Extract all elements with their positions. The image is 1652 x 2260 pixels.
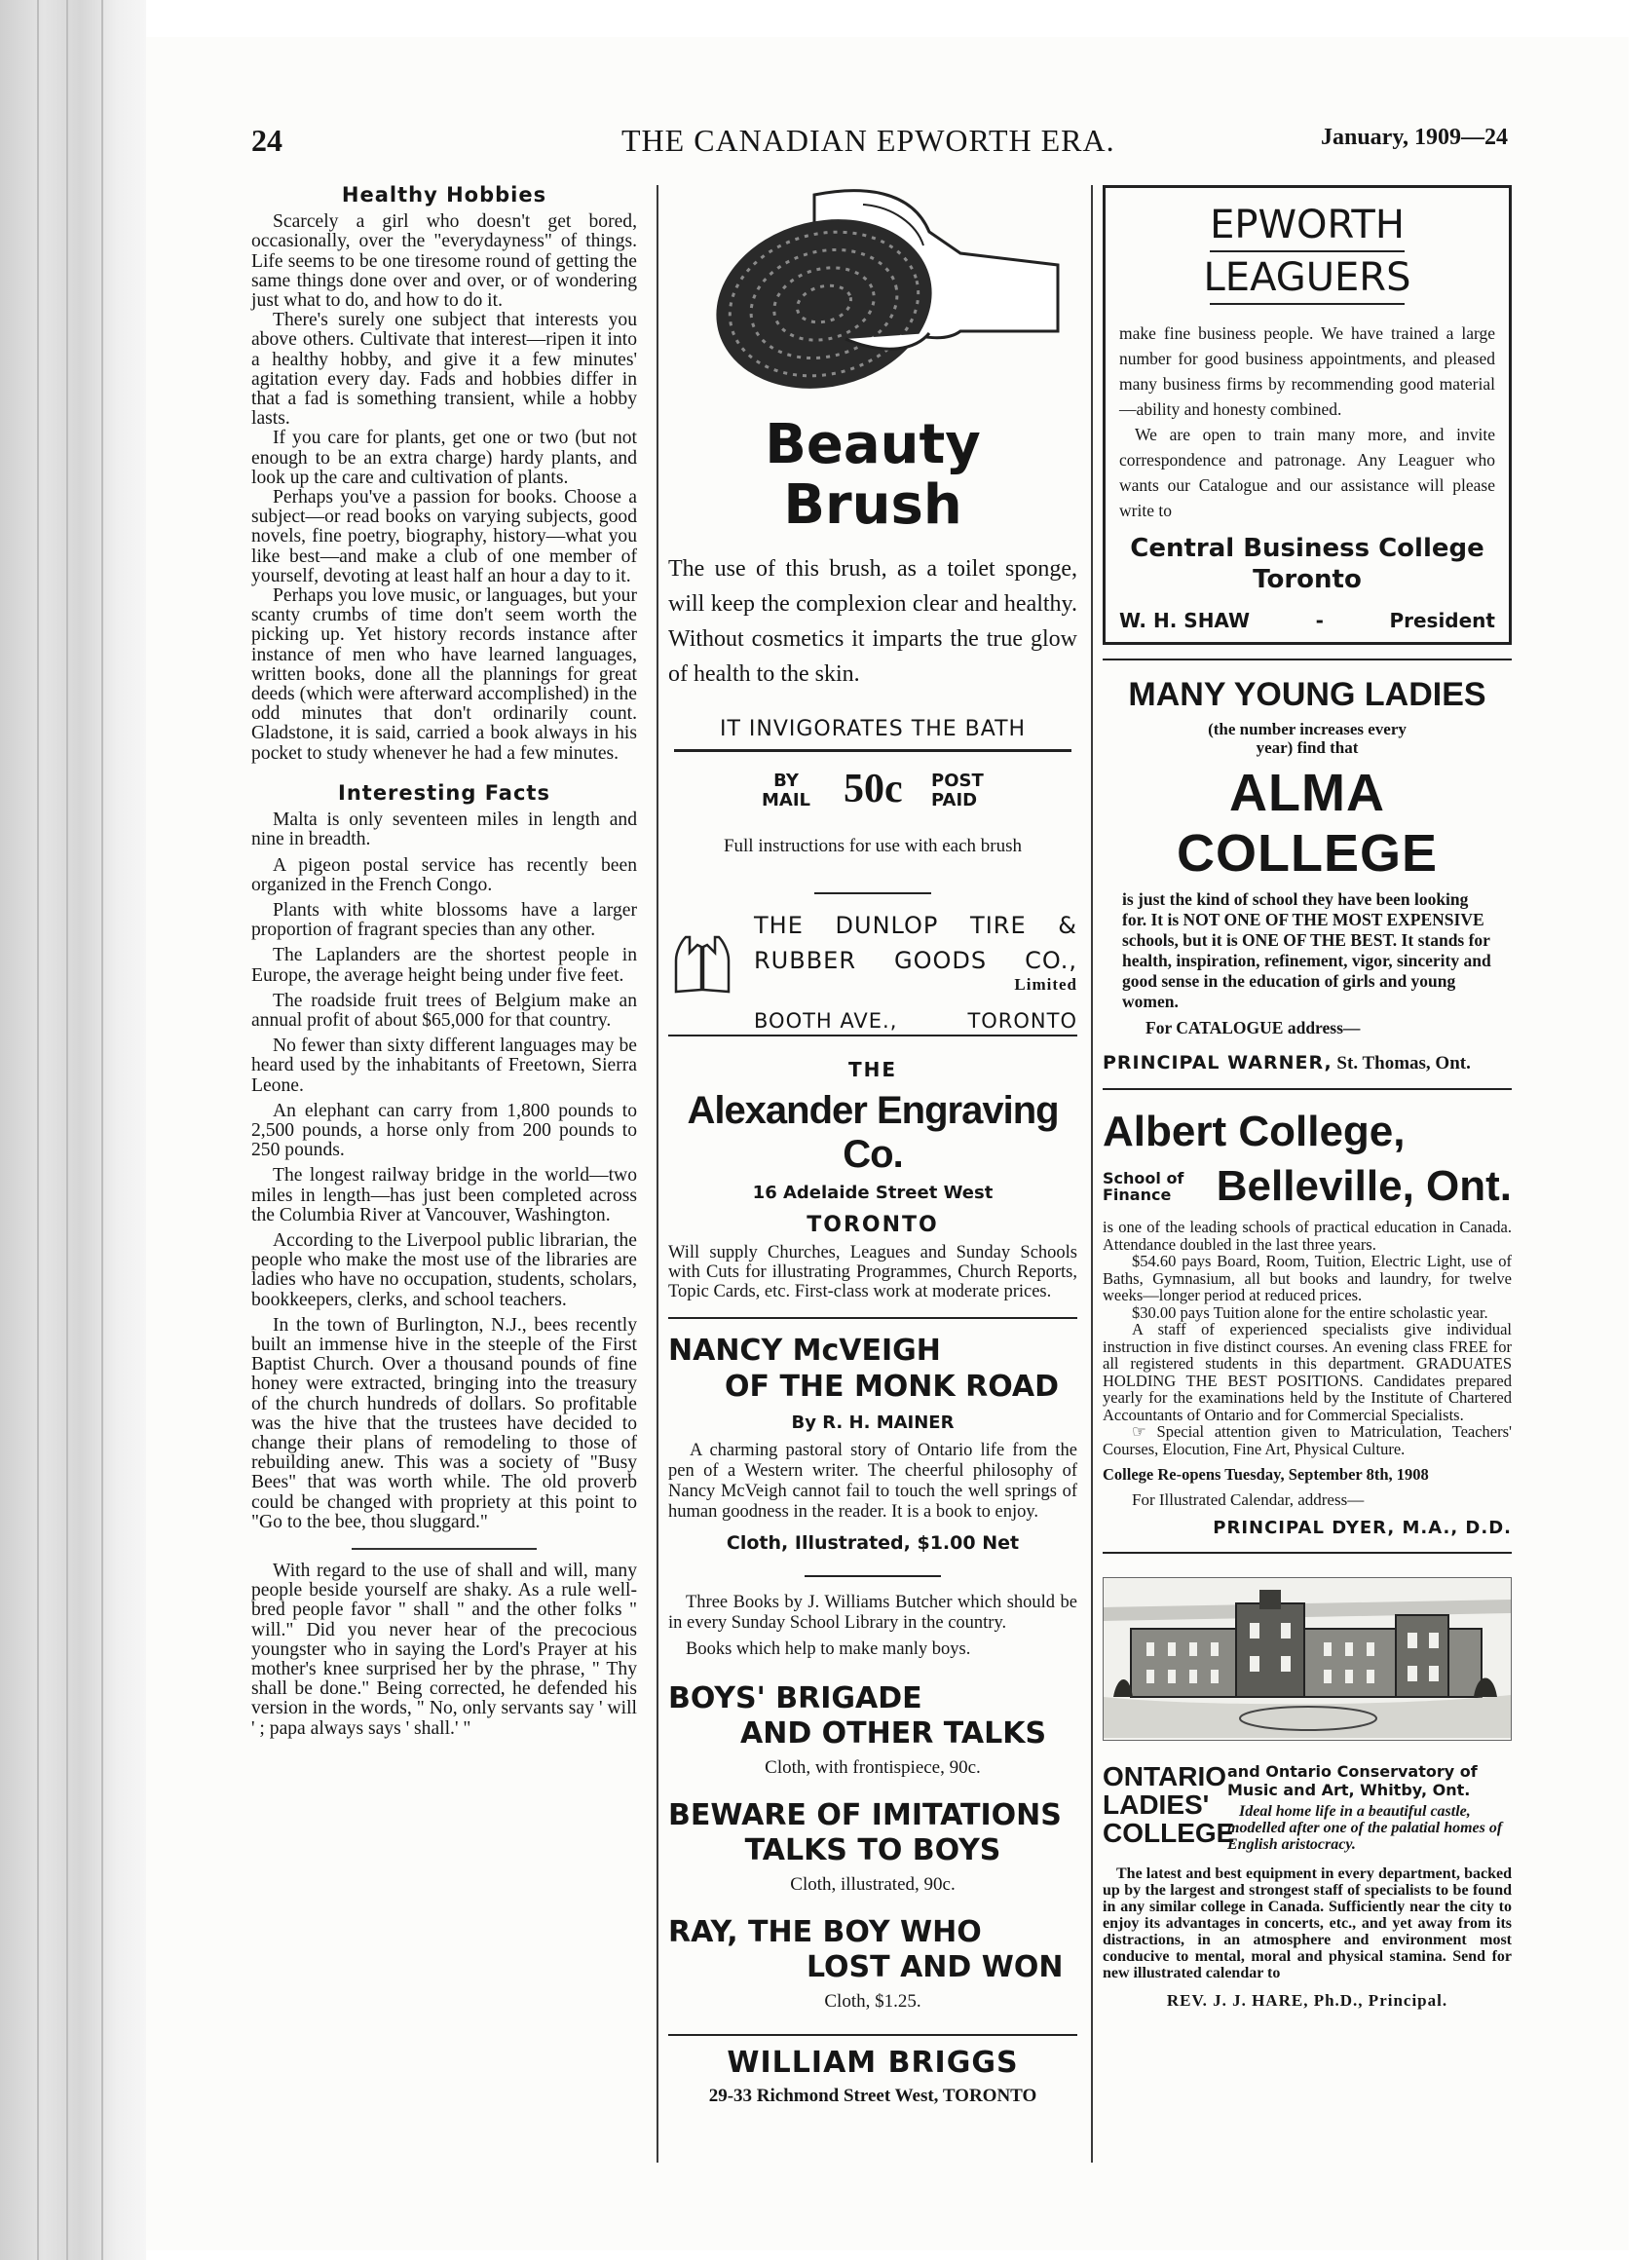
briggs-address: 29-33 Richmond Street West, TORONTO (708, 2086, 1037, 2106)
book2-title-2: TALKS TO BOYS (744, 1833, 1001, 1867)
dunlop-ad (668, 908, 1077, 1033)
alma-college-name: ALMA COLLEGE (1176, 764, 1438, 883)
dunlop-line-2: RUBBER GOODS CO., (754, 947, 1077, 974)
book3-price: Cloth, $1.25. (824, 1991, 921, 2012)
alexander-address: 16 Adelaide Street West (752, 1183, 994, 1203)
facts-heading: Interesting Facts (338, 780, 550, 805)
ontario-body: The latest and best equipment in every department, backed up by the largest and strongest staff of specialists to be found in any similar college in Canada. Sufficiently near the city to enjoy its advantages in concerts, etc., and yet away from its distractions, in an atmosphere and environment most conducive to mental, moral and physical stamina. Send for new illustrated calendar to (1103, 1865, 1512, 1981)
brush-illustration (668, 185, 1077, 411)
fold-line (66, 0, 68, 2260)
dunlop-street: BOOTH AVE., (754, 1009, 898, 1033)
butcher-manly: Books which help to make manly boys. (686, 1639, 971, 1659)
hobbies-paragraph: If you care for plants, get one or two (but not enough to be an extra charge) hardy plants, and look up the care and cultivation of plants. (251, 428, 637, 488)
divider (1103, 1552, 1512, 1554)
book3-title-2: LOST AND WON (807, 1950, 1064, 1984)
ontario-ladies-college-name: ONTARIO LADIES' COLLEGE (1103, 1761, 1235, 1848)
hobbies-paragraph: There's surely one subject that interests you above others. Cultivate that interest—ripen it into a healthy hobby, and give it a few minutes' agitation every day. Fads and hobbies differ in that a fad is something transient, while a hobby lasts. (251, 310, 637, 430)
nancy-price: Cloth, Illustrated, $1.00 Net (726, 1532, 1020, 1554)
shaw-title: President (1389, 609, 1495, 632)
column-rule (657, 185, 658, 2163)
hobbies-paragraph: Perhaps you've a passion for books. Choose a subject—or read books on varying subjects, good novels, fine poetry, biography, history—what you like best—and make a club of one member of yourself, devoting at least half an hour a day to it. (251, 487, 637, 586)
fact-item: The Laplanders are the shortest people in Europe, the average height being under five feet. (251, 945, 637, 986)
ontario-ideal: Ideal home life in a beautiful castle, modelled after one of the palatial homes of English aristocracy. (1227, 1803, 1503, 1853)
beauty-brush-title: Beauty Brush (765, 413, 981, 537)
fact-item: A pigeon postal service has recently been organized in the French Congo. (251, 854, 637, 895)
alma-body: is just the kind of school they have been looking for. It is NOT ONE OF THE MOST EXPENSIVE schools, but it is ONE OF THE BEST. It stands for health, inspiration, refinement, vigor, sincerity and good sense in the education of girls and young women. (1122, 889, 1491, 1011)
divider (668, 1317, 1077, 1319)
alma-headline: MANY YOUNG LADIES (1128, 676, 1486, 713)
fact-item: In the town of Burlington, N.J., bees recently built an immense hive in the steeple of the First Baptist Church. Over a thousand pounds of fine honey were extracted, bringing into the treasury of the church hundreds of dollars. So profitable was the hive that the trustees have decided to change their plans of remodeling to those of rebuilding anew. This was a society of "Busy Bees" that was worth while. The old proverb could be changed with propriety at this point to "Go to the bee, thou sluggard." (251, 1314, 637, 1532)
column-rule (1091, 185, 1093, 2163)
divider (1210, 250, 1405, 252)
page-number: 24 (251, 123, 282, 158)
brush-instructions: Full instructions for use with each brush (723, 836, 1023, 856)
brush-price: 50c (844, 767, 903, 811)
epworth-title-1: EPWORTH (1210, 203, 1405, 247)
dunlop-line-1: THE DUNLOP TIRE & (754, 912, 1077, 939)
fact-item: The roadside fruit trees of Belgium make an annual profit of about $65,000 for that country. (251, 990, 637, 1031)
column-advertisements-right (1103, 185, 1512, 2011)
hands-icon (668, 931, 736, 999)
butcher-intro: Three Books by J. Williams Butcher which should be in every Sunday School Library in the country. (668, 1593, 1077, 1633)
by-mail-label: BY MAIL (762, 771, 811, 810)
book1-title-2: AND OTHER TALKS (740, 1716, 1047, 1751)
fact-item: The longest railway bridge in the world—two miles in length—has just been completed across the Columbia River at Vancouver, Washington. (251, 1165, 637, 1225)
shaw-name: W. H. SHAW (1119, 609, 1251, 632)
albert-college-name: Albert College, (1103, 1108, 1406, 1155)
hobbies-heading: Healthy Hobbies (341, 183, 547, 207)
short-divider (805, 1575, 941, 1577)
page-header (251, 88, 1508, 158)
book3-title-1: RAY, THE BOY WHO (668, 1915, 982, 1949)
price-block (668, 766, 1077, 818)
shaw-dash: - (1315, 609, 1324, 632)
fact-item: Malta is only seventeen miles in length and nine in breadth. (251, 810, 637, 850)
albert-p2: $54.60 pays Board, Room, Tuition, Electric Light, use of Baths, Gymnasium, all but books and laundry, for twelve weeks—longer period at reduced prices. (1103, 1252, 1512, 1304)
dunlop-limited: Limited (1014, 975, 1077, 994)
central-business-college: Central Business College (1130, 534, 1484, 563)
shall-will-paragraph: With regard to the use of shall and will, many people beside yourself are shaky. As a rule well-bred people favor " shall " and the other folks " will." Did you never hear of the precocious youngster who in saying the Lord's Prayer at his mother's knee surprised her by the phrase, " Thy shall be done." Being corrected, he defended his version in the words, " No, only servants say ' will ' ; papa always says ' shall.' " (251, 1561, 637, 1739)
nancy-author: By R. H. MAINER (791, 1412, 955, 1433)
epworth-title-2: LEAGUERS (1203, 255, 1411, 300)
ontario-conservatory: and Ontario Conservatory of Music and Art, Whitby, Ont. (1227, 1762, 1478, 1799)
ontario-principal: REV. J. J. HARE, Ph.D., Principal. (1166, 1991, 1448, 2010)
alma-sub-1: (the number increases every (1208, 720, 1407, 738)
fact-item: According to the Liverpool public librarian, the people who make the most use of the libraries are ladies who have no occupation, students, scholars, bookkeepers, clerks, and school teachers. (251, 1229, 637, 1310)
book2-title-1: BEWARE OF IMITATIONS (668, 1798, 1062, 1832)
fold-line (101, 0, 103, 2260)
fold-line (37, 0, 39, 2260)
hobbies-paragraph: Scarcely a girl who doesn't get bored, occasionally, over the "everydayness" of things. Life seems to be one tiresome round of getting the same things done over and over, or of wondering just what to do, and how to do it. (251, 211, 637, 312)
beauty-brush-body: The use of this brush, as a toilet sponge, will keep the complexion clear and healthy. Without cosmetics it imparts the true glow of health to the skin. (668, 556, 1077, 687)
divider (1103, 659, 1512, 660)
issue-date: January, 1909—24 (1320, 125, 1508, 150)
book1-price: Cloth, with frontispiece, 90c. (765, 1757, 981, 1778)
albert-p3: $30.00 pays Tuition alone for the entire scholastic year. (1132, 1302, 1488, 1322)
central-college-city: Toronto (1253, 565, 1362, 594)
divider (1210, 303, 1405, 305)
castle-icon (1104, 1578, 1511, 1738)
albert-place: Belleville, Ont. (1216, 1162, 1512, 1210)
albert-p4: A staff of experienced specialists give individual instruction in five distinct courses. An evening class FREE for all registered students in this department. GRADUATES HOLDING THE BEST POSITIONS. Candidates prepared yearly for the examinations held by the Institute of Chartered Accountants of Ontario and for Commercial Specialists. (1103, 1320, 1512, 1424)
alexander-the: THE (847, 1058, 898, 1081)
post-paid-label: POST PAID (931, 771, 984, 810)
alma-catalogue: For CATALOGUE address— (1145, 1018, 1361, 1037)
book2-price: Cloth, illustrated, 90c. (790, 1874, 956, 1895)
albert-p5: ☞ Special attention given to Matriculation, Teachers' Courses, Elocution, Fine Art, Physical Culture. (1103, 1422, 1512, 1458)
alma-principal: PRINCIPAL WARNER, (1103, 1052, 1333, 1074)
divider (674, 749, 1071, 752)
hand-holding-brush-icon (668, 185, 1077, 411)
epworth-ad (1103, 185, 1512, 645)
page-gutter (0, 0, 146, 2260)
short-divider (814, 892, 931, 894)
divider (668, 2034, 1077, 2036)
albert-p1: is one of the leading schools of practical education in Canada. Attendance doubled in the last three years. (1103, 1218, 1512, 1254)
section-divider (352, 1548, 537, 1550)
nancy-body: A charming pastoral story of Ontario life from the pen of a Western writer. The cheerful philosophy of Nancy McVeigh cannot fail to touch the well springs of human goodness in the reader. It is a book to enjoy. (668, 1441, 1077, 1522)
publication-title: THE CANADIAN EPWORTH ERA. (621, 123, 1115, 158)
column-articles (251, 185, 637, 1739)
castle-illustration (1103, 1577, 1512, 1741)
book1-title-1: BOYS' BRIGADE (668, 1681, 922, 1715)
alma-sub-2: year) find that (1256, 738, 1359, 757)
column-advertisements-center (668, 185, 1077, 2107)
dunlop-city: TORONTO (967, 1009, 1077, 1033)
facts-list (251, 810, 637, 1532)
alexander-city: TORONTO (807, 1213, 939, 1237)
alma-place: St. Thomas, Ont. (1336, 1053, 1471, 1074)
epworth-body-1: make fine business people. We have trained a large number for good business appointments, and pleased many business firms by recommending good material—ability and honesty combined. (1119, 323, 1495, 419)
divider (1103, 1088, 1512, 1090)
albert-reopens: College Re-opens Tuesday, September 8th, 1908 (1103, 1465, 1429, 1484)
fact-item: Plants with white blossoms have a larger proportion of fragrant species than any other. (251, 899, 637, 941)
invigorates-line: IT INVIGORATES THE BATH (719, 717, 1027, 741)
alexander-name: Alexander Engraving Co. (687, 1089, 1059, 1176)
fact-item: No fewer than sixty different languages may be heard used by the inhabitants of Freetown, Sierra Leone. (251, 1036, 637, 1096)
nancy-title-1: NANCY McVEIGH (668, 1334, 941, 1368)
albert-principal: PRINCIPAL DYER, M.A., D.D. (1213, 1518, 1512, 1538)
albert-school-label: School of Finance (1103, 1169, 1184, 1204)
briggs-name: WILLIAM BRIGGS (727, 2046, 1019, 2080)
albert-calendar: For Illustrated Calendar, address— (1132, 1490, 1365, 1509)
alexander-body: Will supply Churches, Leagues and Sunday Schools with Cuts for illustrating Programmes, Church Reports, Topic Cards, etc. First-class work at moderate prices. (668, 1243, 1077, 1301)
nancy-title-2: OF THE MONK ROAD (725, 1370, 1060, 1404)
hobbies-paragraph: Perhaps you love music, or languages, but your scanty crumbs of time don't seem worth the picking up. Yet history records instance after instance of men who have learned languages, written books, done all the plannings for great deeds (which were afterward accomplished) in the odd minutes that don't ordinarily count. Gladstone, it is said, carried a book always in his pocket to study whenever he had a few minutes. (251, 585, 637, 764)
epworth-body-2: We are open to train many more, and invite correspondence and patronage. Any Leaguer who wants our Catalogue and our assistance will please write to (1119, 425, 1495, 520)
fact-item: An elephant can carry from 1,800 pounds to 2,500 pounds, a horse only from 200 pounds to 250 pounds. (251, 1100, 637, 1161)
